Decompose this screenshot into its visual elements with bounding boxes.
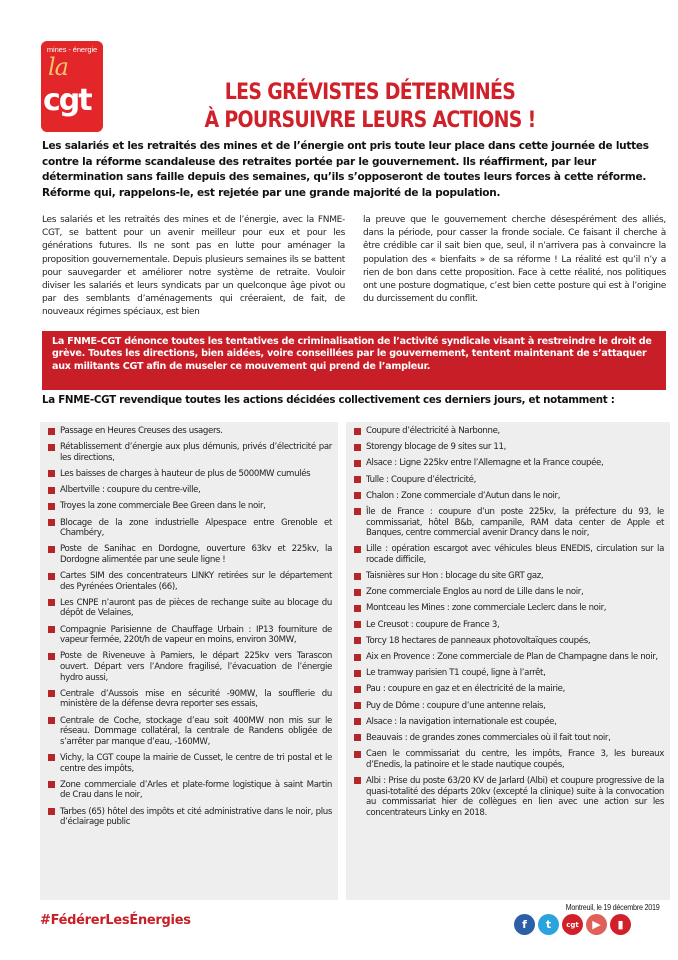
list-item	[46, 807, 332, 828]
list-item-text: Albi : Prise du poste 63/20 KV de Jarlard (Albi) et coupure progressive de la quasi-totalité des départs 20kv (excepté la clinique) suite à la convocation au commissariat hier de collègues en lien avec une action sur les concentrateurs Linky en 2018.	[366, 775, 664, 818]
list-item-text: Le Creusot : coupure de France 3,	[366, 619, 500, 630]
facebook-icon[interactable]: f	[514, 914, 535, 935]
list-item-text: Alsace : la navigation internationale est coupée,	[366, 716, 557, 727]
square-bullet-icon	[354, 428, 361, 435]
list-item	[46, 753, 332, 774]
square-bullet-icon	[354, 718, 361, 725]
square-bullet-icon	[354, 621, 361, 628]
square-bullet-icon	[48, 754, 55, 761]
list-item-text: Zone commerciale Englos au nord de Lille dans le noir,	[366, 587, 584, 598]
square-bullet-icon	[48, 781, 55, 788]
square-bullet-icon	[354, 476, 361, 483]
square-bullet-icon	[354, 686, 361, 693]
list-item-text: Les CNPE n’auront pas de pièces de rechange suite au blocage du dépôt de Velaines,	[60, 597, 332, 619]
list-item-text: Rétablissement d’énergie aux plus démunis, privés d’électricité par les directions,	[60, 442, 332, 463]
list-item	[46, 469, 332, 480]
list-item	[352, 652, 664, 663]
list-item	[46, 544, 332, 565]
body-column-2: la preuve que le gouvernement cherche désespérément des alliés, dans la période, pour casser la fronde sociale. Ce faisant il cherche à être crédible car il sait bien que, seul, il n’arrivera pas à convaincre la population des « bienfaits » de sa réforme ! La réalité est qu’il n’y a rien de bon dans cette proposition. Face à cette réalité, nos politiques ont une posture dogmatique, c’est bien cette posture qui est à l’origine du durcissement du conflit.	[363, 215, 666, 305]
social-icons	[514, 914, 631, 935]
list-item	[46, 625, 332, 646]
list-item-text: Puy de Dôme : coupure d’une antenne relais,	[366, 700, 546, 711]
list-item	[352, 507, 664, 539]
square-bullet-icon	[48, 626, 55, 633]
list-item-text: Chalon : Zone commerciale d’Autun dans le noir,	[366, 490, 561, 501]
list-item-text: Zone commerciale d’Arles et plate-forme logistique à saint Martin de Crau dans le noir,	[60, 779, 332, 801]
list-item	[352, 426, 664, 437]
square-bullet-icon	[48, 487, 55, 494]
list-item-text: Beauvais : de grandes zones commerciales où il fait tout noir,	[366, 732, 611, 743]
list-item	[352, 571, 664, 582]
list-item	[352, 733, 664, 744]
square-bullet-icon	[48, 519, 55, 526]
logo-subtitle: mines - énergie	[46, 45, 98, 54]
actions-list-right	[346, 422, 670, 900]
list-item	[352, 717, 664, 728]
list-item-text: Torcy 18 hectares de panneaux photovoltaïques coupés,	[366, 635, 591, 646]
square-bullet-icon	[354, 751, 361, 758]
list-item	[46, 501, 332, 512]
square-bullet-icon	[354, 589, 361, 596]
twitter-icon[interactable]: t	[538, 914, 559, 935]
list-item-text: Albertville : coupure du centre-ville,	[60, 485, 201, 496]
list-item	[352, 701, 664, 712]
list-item-text: Poste de Riveneuve à Pamiers, le départ 225kv vers Tarascon ouvert. Départ vers l’Andore fragilisé, l’évacuation de l’énergie hydro aussi,	[60, 651, 332, 683]
list-item	[46, 426, 332, 437]
claim-heading: La FNME-CGT revendique toutes les actions décidées collectivement ces derniers jours, et notamment :	[42, 394, 615, 406]
list-item	[352, 776, 664, 818]
list-item	[46, 598, 332, 619]
list-item-text: Alsace : Ligne 225kv entre l’Allemagne et la France coupée,	[366, 458, 604, 469]
denunciation-banner: La FNME-CGT dénonce toutes les tentatives de criminalisation de l’activité syndicale visant à restreindre le droit de grève. Toutes les directions, bien aidées, voire conseillées par le gouvernement, tentent maintenant de s’attaquer aux militants CGT afin de museler ce mouvement qui prend de l’ampleur.	[42, 331, 666, 390]
list-item-text: Pau : coupure en gaz et en électricité de la mairie,	[366, 684, 565, 695]
square-bullet-icon	[48, 653, 55, 660]
list-item-text: Vichy, la CGT coupe la mairie de Cusset, le centre de tri postal et le centre des impôts,	[60, 752, 332, 774]
square-bullet-icon	[48, 690, 55, 697]
list-item	[46, 571, 332, 592]
square-bullet-icon	[48, 599, 55, 606]
list-item	[46, 689, 332, 710]
page-title	[177, 78, 563, 134]
square-bullet-icon	[48, 503, 55, 510]
list-item	[352, 475, 664, 486]
list-item-text: Lille : opération escargot avec véhicules bleus ENEDIS, circulation sur la rocade difficile,	[366, 544, 664, 565]
list-item-text: Coupure d’électricité à Narbonne,	[366, 426, 500, 436]
square-bullet-icon	[354, 654, 361, 661]
list-item	[352, 587, 664, 598]
youtube-icon[interactable]: ▶	[586, 914, 607, 935]
list-item	[352, 668, 664, 679]
square-bullet-icon	[354, 546, 361, 553]
cgt-logo	[41, 41, 103, 132]
list-item	[352, 458, 664, 469]
list-item	[352, 603, 664, 614]
actions-list-left	[40, 422, 338, 900]
square-bullet-icon	[354, 734, 361, 741]
square-bullet-icon	[48, 717, 55, 724]
list-item	[46, 518, 332, 539]
list-item-text: Les baisses de charges à hauteur de plus de 5000MW cumulés	[60, 468, 311, 479]
square-bullet-icon	[48, 428, 55, 435]
list-item-text: Île de France : coupure d’un poste 225kv, la préfecture du 93, le commissariat, hôtel B&b, campanile, RAM data center de Apple et Banques, centre commercial avenir Drancy dans le noir,	[366, 506, 664, 539]
square-bullet-icon	[354, 637, 361, 644]
mobile-icon[interactable]: ▮	[610, 914, 631, 935]
body-column-1: Les salariés et les retraités des mines et de l’énergie, avec la FNME-CGT, se battent pour un avenir meilleur pour eux et pour les générations futures. Ils ne sont pas en lutte pour aménager la proposition gouvernementale. Depuis plusieurs semaines ils se battent pour sauvegarder et améliorer notre système de retraite. Vouloir diviser les salariés et leurs syndicats par un quelconque âge pivot ou par des semblants d’aménagements qui créeraient, de fait, de nouveaux régimes spéciaux, est bien	[42, 215, 345, 318]
list-item-text: Le tramway parisien T1 coupé, ligne à l’arrêt,	[366, 668, 546, 679]
square-bullet-icon	[354, 702, 361, 709]
list-item	[46, 651, 332, 683]
square-bullet-icon	[354, 605, 361, 612]
title-line-2: À POURSUIVRE LEURS ACTIONS !	[204, 107, 536, 133]
square-bullet-icon	[48, 546, 55, 553]
logo-script: la	[48, 53, 68, 81]
list-item	[352, 684, 664, 695]
title-line-1: LES GRÉVISTES DÉTERMINÉS	[224, 79, 516, 105]
list-item-text: Aix en Provence : Zone commerciale de Plan de Champagne dans le noir,	[366, 652, 658, 663]
list-item	[46, 716, 332, 748]
list-item-text: Centrale de Coche, stockage d’eau soit 400MW non mis sur le réseau. Dommage collatéral, la centrale de Randens obligée de s’arrêter par manque d’eau, -160MW,	[60, 715, 332, 747]
square-bullet-icon	[354, 573, 361, 580]
hashtag-link[interactable]: #FédérerLesÉnergies	[40, 913, 191, 928]
list-item	[352, 491, 664, 502]
list-item-text: Blocage de la zone industrielle Alpespace entre Grenoble et Chambéry,	[60, 517, 332, 539]
list-item-text: Storengy blocage de 9 sites sur 11,	[366, 442, 507, 453]
list-item-text: Taisnières sur Hon : blocage du site GRT gaz,	[366, 571, 544, 582]
square-bullet-icon	[48, 444, 55, 451]
list-item	[352, 636, 664, 647]
list-item-text: Centrale d’Aussois mise en sécurité -90MW, la soufflerie du ministère de la défense devra reporter ses essais,	[60, 688, 332, 710]
square-bullet-icon	[354, 460, 361, 467]
list-item	[46, 485, 332, 496]
square-bullet-icon	[354, 777, 361, 784]
square-bullet-icon	[354, 508, 361, 515]
list-item-text: Caen le commissariat du centre, les impôts, France 3, les bureaux d’Enedis, la patinoire et le stade nautique coupés,	[366, 749, 664, 770]
body-columns	[42, 214, 666, 320]
list-item	[352, 442, 664, 453]
list-item-text: Tarbes (65) hôtel des impôts et cité administrative dans le noir, plus d’éclairage public	[60, 806, 332, 828]
list-item	[352, 544, 664, 565]
logo-main: cgt	[43, 83, 91, 118]
intro-paragraph: Les salariés et les retraités des mines et de l’énergie ont pris toute leur place dans cette journée de luttes contre la réforme scandaleuse des retraites portée par le gouvernement. Ils réaffirment, par leur détermination sans faille depuis des semaines, qu’ils s’opposeront de toutes leurs forces à cette réforme. Réforme qui, rappelons-le, est rejetée par une grande majorité de la population.	[42, 140, 649, 199]
square-bullet-icon	[354, 670, 361, 677]
cgt-icon[interactable]: cgt	[562, 914, 583, 935]
list-item-text: Tulle : Coupure d’électricité,	[366, 474, 476, 485]
list-item-text: Cartes SIM des concentrateurs LINKY retirées sur le département des Pyrénées Orientales (66),	[60, 571, 332, 592]
square-bullet-icon	[48, 573, 55, 580]
list-item-text: Passage en Heures Creuses des usagers.	[60, 426, 223, 436]
square-bullet-icon	[48, 470, 55, 477]
date-location: Montreuil, le 19 décembre 2019	[566, 902, 660, 912]
list-item-text: Troyes la zone commerciale Bee Green dans le noir,	[60, 501, 266, 512]
square-bullet-icon	[354, 492, 361, 499]
list-item	[46, 780, 332, 801]
list-item-text: Compagnie Parisienne de Chauffage Urbain : IP13 fourniture de vapeur fermée, 220t/h de vapeur en moins, environ 30MW,	[60, 624, 332, 646]
list-item-text: Poste de Sanihac en Dordogne, ouverture 63kv et 225kv, la Dordogne alimentée par une seule ligne !	[60, 544, 332, 565]
list-item-text: Montceau les Mines : zone commerciale Leclerc dans le noir,	[366, 603, 607, 614]
square-bullet-icon	[354, 444, 361, 451]
list-item	[352, 749, 664, 770]
square-bullet-icon	[48, 808, 55, 815]
list-item	[46, 442, 332, 463]
list-item	[352, 620, 664, 631]
